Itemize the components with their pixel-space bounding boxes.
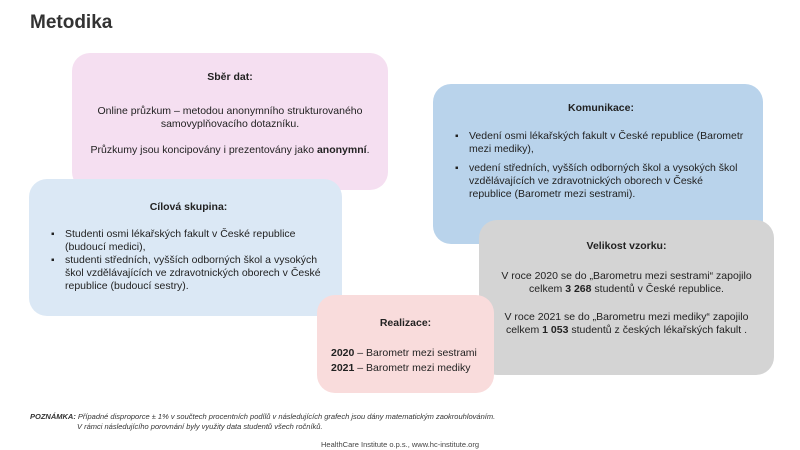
data-collection-box xyxy=(72,53,388,190)
target-group-heading: Cílová skupina: xyxy=(149,201,228,213)
sample-size-2020: V roce 2020 se do „Barometru mezi sestrami“ zapojilo celkem 3 268 studentů v České republice. xyxy=(501,270,752,295)
realization-row: 2021 – Barometr mezi mediky xyxy=(331,362,471,374)
data-collection-heading: Sběr dat: xyxy=(207,71,253,83)
communication-list xyxy=(455,130,747,201)
footnote-line-2: V rámci následujícího porovnání byly využity data studentů všech ročníků. xyxy=(77,422,323,431)
footnote xyxy=(30,412,495,432)
footer-credit: HealthCare Institute o.p.s., www.hc-institute.org xyxy=(321,440,479,449)
footnote-label: POZNÁMKA: xyxy=(30,412,76,421)
target-group-box xyxy=(29,179,342,316)
realization-box xyxy=(317,295,494,393)
sample-size-2021: V roce 2021 se do „Barometru mezi mediky“ zapojilo celkem 1 053 studentů z českých lékařských fakult . xyxy=(504,311,749,336)
data-collection-anonymity: Průzkumy jsou koncipovány i prezentovány jako anonymní. xyxy=(90,144,370,156)
sample-size-heading: Velikost vzorku: xyxy=(586,240,667,252)
list-item: ▪ Studenti osmi lékařských fakult v České republice (budoucí medici), xyxy=(51,228,326,254)
footnote-line-1: Případné disproporce ± 1% v součtech procentních podílů v následujících grafech jsou dány matematickým zaokrouhlováním. xyxy=(75,412,496,421)
list-item: ▪ Vedení osmi lékařských fakult v České republice (Barometr mezi mediky), xyxy=(455,130,747,156)
realization-row: 2020 – Barometr mezi sestrami xyxy=(331,347,477,359)
target-group-list xyxy=(51,228,326,293)
sample-size-box xyxy=(479,220,774,375)
list-item: ▪ studenti středních, vyšších odborných škol a vysokých škol vzdělávajících ve zdravotnických oborech v České republice (budoucí sestry). xyxy=(51,254,326,293)
list-item: ▪ vedení středních, vyšších odborných škol a vysokých škol vzdělávajících ve zdravotnických oborech v České republice (Barometr mezi sestrami). xyxy=(455,162,747,201)
page-title: Metodika xyxy=(30,12,113,33)
realization-heading: Realizace: xyxy=(379,317,432,329)
data-collection-description: Online průzkum – metodou anonymního strukturovaného samovyplňovacího dotazníku. xyxy=(97,105,363,130)
communication-heading: Komunikace: xyxy=(568,102,634,114)
